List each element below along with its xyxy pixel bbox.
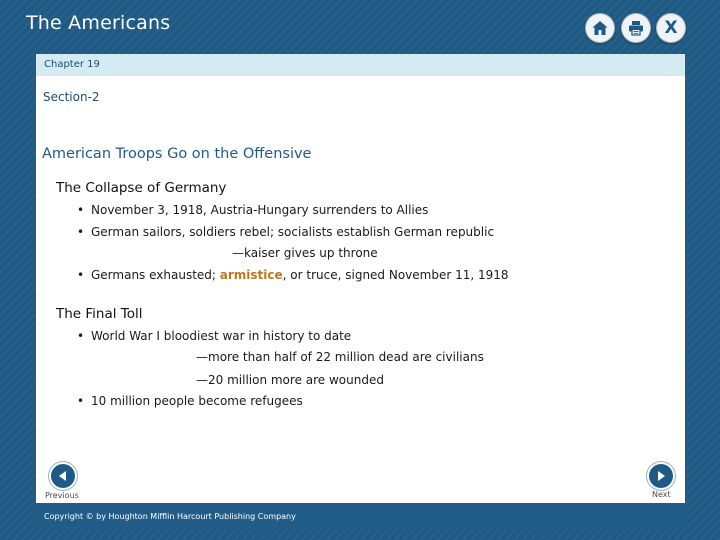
chapter-bar — [36, 54, 685, 76]
bullet-continuation: —20 million more are wounded — [196, 373, 384, 387]
right-arrow-icon — [655, 470, 667, 482]
app-title: The Americans — [26, 12, 171, 34]
footer-bar — [36, 503, 685, 530]
bullet-item: • German sailors, soldiers rebel; socialists establish German republic — [91, 225, 494, 239]
slide-panel — [36, 54, 685, 530]
bullet-item — [91, 268, 509, 282]
section-label: Section-2 — [43, 90, 100, 104]
left-arrow-icon — [57, 470, 69, 482]
home-button[interactable] — [585, 13, 615, 43]
bullet-text: Germans exhausted; — [91, 268, 220, 282]
bullet-continuation: —more than half of 22 million dead are civilians — [196, 350, 484, 364]
print-icon — [627, 19, 645, 37]
previous-button[interactable] — [51, 464, 75, 488]
next-label[interactable]: Next — [652, 490, 671, 499]
topic-final-toll: The Final Toll — [56, 306, 143, 322]
print-button[interactable] — [621, 13, 651, 43]
close-icon: X — [664, 18, 678, 38]
copyright-text: Copyright © by Houghton Mifflin Harcourt Publishing Company — [44, 512, 296, 521]
chapter-label: Chapter 19 — [44, 59, 100, 70]
bullet-text: , or truce, signed November 11, 1918 — [282, 268, 509, 282]
bullet-continuation: —kaiser gives up throne — [232, 246, 378, 260]
next-button[interactable] — [649, 464, 673, 488]
home-icon — [591, 19, 609, 37]
bullet-item: • 10 million people become refugees — [91, 394, 303, 408]
slide-heading: American Troops Go on the Offensive — [42, 146, 312, 162]
close-button[interactable] — [656, 13, 686, 43]
bullet-item: • November 3, 1918, Austria-Hungary surrenders to Allies — [91, 203, 428, 217]
bullet-item: • World War I bloodiest war in history to date — [91, 329, 351, 343]
vocab-term-armistice: armistice — [219, 268, 283, 282]
previous-label[interactable]: Previous — [45, 491, 79, 500]
topic-collapse-of-germany: The Collapse of Germany — [56, 180, 227, 196]
